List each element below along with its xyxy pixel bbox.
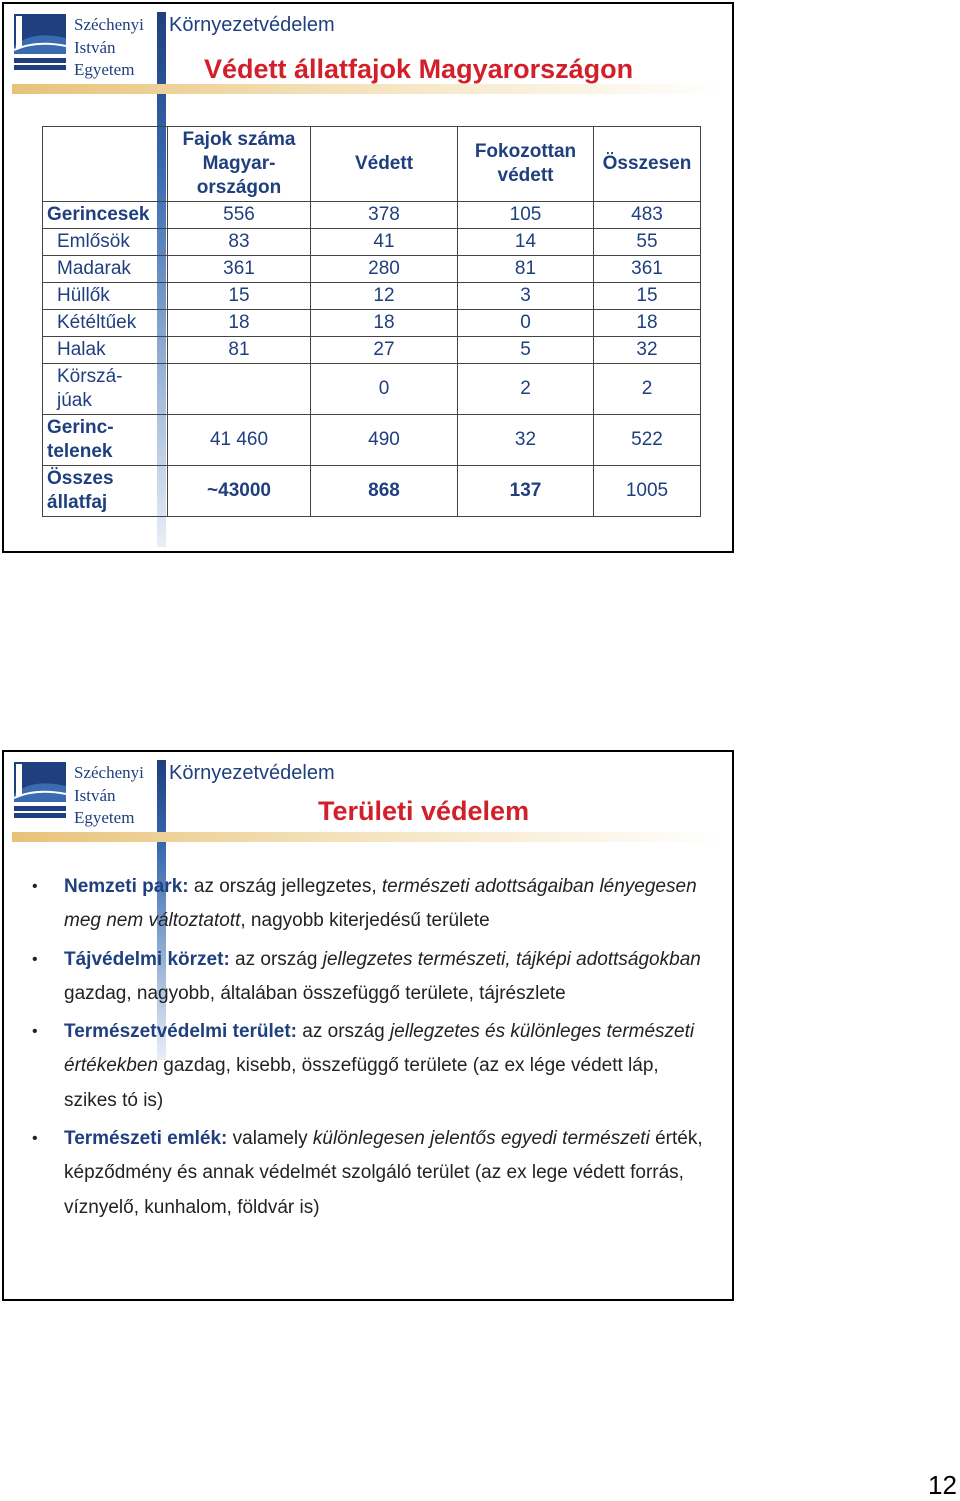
table-cell: 361 xyxy=(168,256,311,283)
species-table-wrap xyxy=(42,126,701,517)
table-cell: 556 xyxy=(168,202,311,229)
table-cell: 27 xyxy=(311,337,458,364)
definition-term: Nemzeti park: xyxy=(64,876,189,897)
row-label: Kétéltűek xyxy=(43,310,168,337)
row-label: Halak xyxy=(43,337,168,364)
definition-emphasis: természeti adottságaiban lényegesen meg nem változtatott xyxy=(64,876,697,932)
table-cell: 32 xyxy=(458,415,594,466)
row-label: Hüllők xyxy=(43,283,168,310)
column-header xyxy=(43,127,168,202)
table-cell: 41 460 xyxy=(168,415,311,466)
table-cell: 41 xyxy=(311,229,458,256)
definition-item xyxy=(32,1015,712,1118)
bullet-icon: • xyxy=(32,878,38,895)
slide-title: Területi védelem xyxy=(318,796,530,826)
table-row xyxy=(43,466,701,517)
definition-text: valamely xyxy=(227,1128,313,1150)
university-name-line1: Széchenyi xyxy=(74,15,144,34)
slide-protected-species xyxy=(2,2,734,553)
table-header-row xyxy=(43,127,701,202)
definition-text: érték, képződmény és annak védelmét szolgáló terület (az ex lege védett forrás, víznyelő, kunhalom, földvár is) xyxy=(64,1128,703,1218)
university-name-line2: István xyxy=(74,37,116,57)
row-label: Gerincesek xyxy=(43,202,168,229)
university-name xyxy=(74,14,144,82)
university-name-line3: Egyetem xyxy=(74,808,135,827)
table-cell: ~43000 xyxy=(168,466,311,517)
table-row xyxy=(43,202,701,229)
table-cell: 2 xyxy=(458,364,594,415)
university-name-line1: Széchenyi xyxy=(74,763,144,782)
table-row xyxy=(43,256,701,283)
table-cell: 2 xyxy=(594,364,701,415)
table-cell: 18 xyxy=(311,310,458,337)
bullet-icon: • xyxy=(32,1130,38,1148)
university-name xyxy=(74,762,144,830)
definition-term: Tájvédelmi körzet: xyxy=(64,948,230,970)
table-cell: 32 xyxy=(594,337,701,364)
table-cell: 12 xyxy=(311,283,458,310)
table-cell: 105 xyxy=(458,202,594,229)
table-cell: 0 xyxy=(311,364,458,415)
slide-title: Védett állatfajok Magyarországon xyxy=(204,54,634,84)
university-logo-icon xyxy=(12,760,68,820)
table-cell: 280 xyxy=(311,256,458,283)
row-label: Emlősök xyxy=(43,229,168,256)
table-cell: 868 xyxy=(311,466,458,517)
table-row xyxy=(43,283,701,310)
table-cell: 15 xyxy=(168,283,311,310)
definition-list xyxy=(32,870,712,1229)
definition-term: Természetvédelmi terület: xyxy=(64,1021,298,1043)
definition-item xyxy=(32,1122,712,1225)
table-cell: 81 xyxy=(458,256,594,283)
slide-area-protection xyxy=(2,750,734,1301)
table-cell: 15 xyxy=(594,283,701,310)
table-row xyxy=(43,229,701,256)
table-cell: 1005 xyxy=(594,466,701,517)
table-cell: 137 xyxy=(458,466,594,517)
table-cell: 0 xyxy=(458,310,594,337)
row-label: Körszá- júak xyxy=(43,364,168,415)
definition-emphasis: jellegzetes és különleges természeti értékekben xyxy=(64,1021,695,1077)
definition-item xyxy=(32,870,712,939)
university-name-line2: István xyxy=(74,785,116,805)
horizontal-accent-bar xyxy=(12,832,724,842)
definition-text: gazdag, kisebb, összefüggő területe (az ex lége védett láp, szikes tó is) xyxy=(64,1055,659,1111)
definition-text: az ország xyxy=(229,948,323,970)
species-table xyxy=(42,126,701,517)
definition-text: , nagyobb kiterjedésű területe xyxy=(240,910,490,932)
course-name: Környezetvédelem xyxy=(169,14,335,36)
table-cell xyxy=(168,364,311,415)
bullet-icon: • xyxy=(32,950,38,968)
university-name-line3: Egyetem xyxy=(74,60,135,79)
table-cell: 83 xyxy=(168,229,311,256)
table-cell: 378 xyxy=(311,202,458,229)
table-cell: 81 xyxy=(168,337,311,364)
definition-term: Természeti emlék: xyxy=(64,1128,228,1150)
university-logo-icon xyxy=(12,12,68,72)
column-header: Fajok száma Magyar- országon xyxy=(168,127,311,202)
table-cell: 18 xyxy=(168,310,311,337)
table-cell: 361 xyxy=(594,256,701,283)
table-cell: 18 xyxy=(594,310,701,337)
definition-item xyxy=(32,943,712,1012)
table-cell: 5 xyxy=(458,337,594,364)
row-label: Madarak xyxy=(43,256,168,283)
table-cell: 55 xyxy=(594,229,701,256)
table-row xyxy=(43,364,701,415)
definition-text: az ország jellegzetes, xyxy=(188,876,382,897)
definition-emphasis: jellegzetes természeti, tájképi adottságokban xyxy=(322,948,701,970)
column-header: Fokozottan védett xyxy=(458,127,594,202)
table-cell: 14 xyxy=(458,229,594,256)
page-number: 12 xyxy=(928,1470,957,1500)
column-header: Összesen xyxy=(594,127,701,202)
table-cell: 483 xyxy=(594,202,701,229)
definition-emphasis: különlegesen jelentős egyedi természeti xyxy=(312,1128,650,1150)
row-label: Gerinc- telenek xyxy=(43,415,168,466)
definition-text: gazdag, nagyobb, általában összefüggő területe, tájrészlete xyxy=(64,982,566,1004)
table-row xyxy=(43,337,701,364)
row-label: Összes állatfaj xyxy=(43,466,168,517)
horizontal-accent-bar xyxy=(12,84,724,94)
table-row xyxy=(43,310,701,337)
column-header: Védett xyxy=(311,127,458,202)
table-row xyxy=(43,415,701,466)
table-cell: 3 xyxy=(458,283,594,310)
bullet-icon: • xyxy=(32,1023,38,1041)
course-name: Környezetvédelem xyxy=(169,762,335,784)
table-cell: 522 xyxy=(594,415,701,466)
table-cell: 490 xyxy=(311,415,458,466)
definition-text: az ország xyxy=(297,1021,390,1043)
